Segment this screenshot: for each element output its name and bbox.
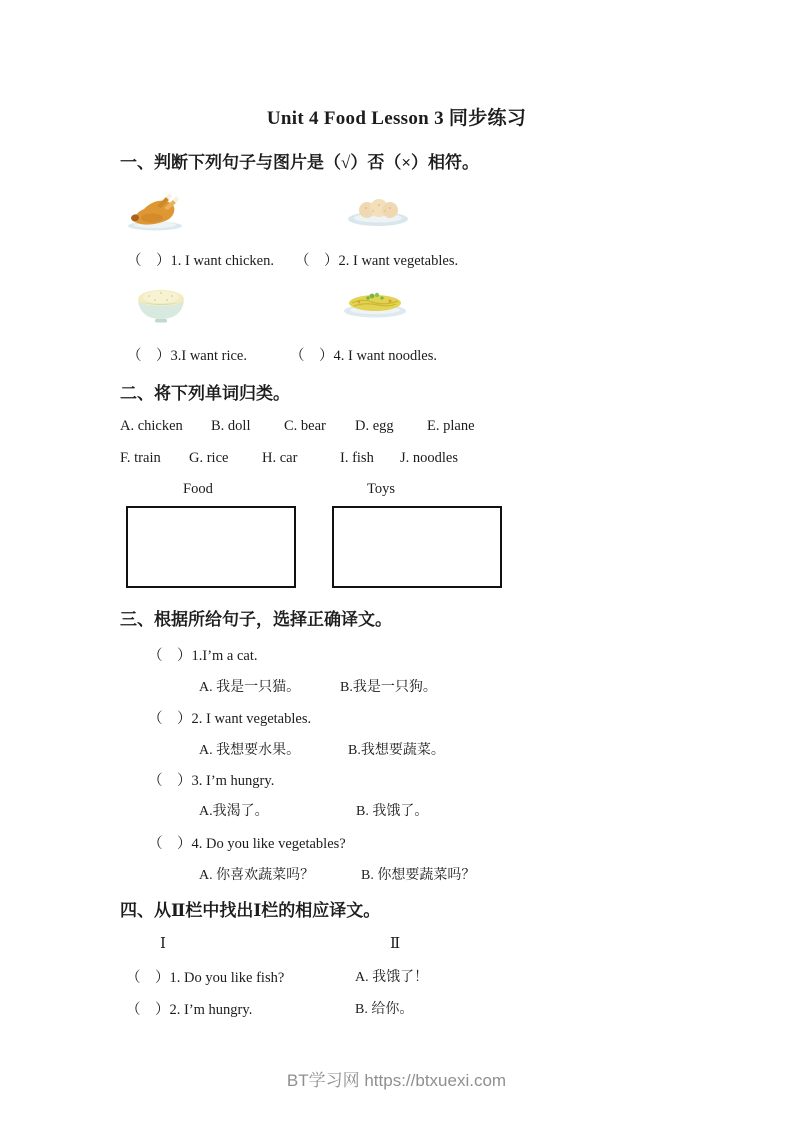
rice-bowl-icon [134,284,188,326]
section3-option-2b: B.我想要蔬菜。 [348,743,445,758]
section1-heading: 一、判断下列句子与图片是（√）否（×）相符。 [120,153,480,172]
section3-option-4a: A. 你喜欢蔬菜吗？ [199,868,315,883]
section4-row2-left: （ ）2. I’m hungry. [126,1002,253,1018]
category-label-toys: Toys [367,481,395,497]
section3-option-1b: B.我是一只狗。 [340,680,437,695]
section4-heading: 四、从Ⅱ栏中找出Ⅰ栏的相应译文。 [120,901,381,920]
word-g-rice: G. rice [189,450,229,466]
word-a-chicken: A. chicken [120,418,183,434]
section3-option-3b: B. 我饿了。 [356,804,429,819]
section4-row2-right: B. 给你。 [355,1002,414,1017]
section3-question-2: （ ）2. I want vegetables. [148,711,312,727]
roast-chicken-icon [126,190,184,232]
word-d-egg: D. egg [355,418,394,434]
footer-watermark: BT学习网 https://btxuexi.com [286,1071,507,1090]
section4-column1-label: Ⅰ [160,936,166,952]
category-label-food: Food [183,481,213,497]
word-h-car: H. car [262,450,298,466]
section3-option-4b: B. 你想要蔬菜吗？ [361,868,476,883]
page-title: Unit 4 Food Lesson 3 同步练习 [266,108,527,129]
section3-option-2a: A. 我想要水果。 [199,743,301,758]
section4-row1-left: （ ）1. Do you like fish? [126,970,285,986]
section2-heading: 二、将下列单词归类。 [120,384,290,403]
section3-heading: 三、根据所给句子，选择正确译文。 [120,610,392,629]
section4-column2-label: Ⅱ [390,936,401,952]
section1-item-1: （ ）1. I want chicken. [127,253,274,269]
buns-plate-icon [346,196,410,228]
word-b-doll: B. doll [211,418,251,434]
section4-row1-right: A. 我饿了！ [355,970,429,985]
word-i-fish: I. fish [340,450,374,466]
noodles-plate-icon [342,288,408,320]
section1-item-4: （ ）4. I want noodles. [290,348,437,364]
toys-answer-box[interactable] [332,506,502,588]
section1-item-3: （ ）3.I want rice. [127,348,247,364]
word-c-bear: C. bear [284,418,326,434]
section1-item-2: （ ）2. I want vegetables. [295,253,459,269]
word-f-train: F. train [120,450,161,466]
word-j-noodles: J. noodles [400,450,458,466]
section3-option-1a: A. 我是一只猫。 [199,680,301,695]
word-e-plane: E. plane [427,418,475,434]
food-answer-box[interactable] [126,506,296,588]
section3-option-3a: A.我渴了。 [199,804,269,819]
section3-question-4: （ ）4. Do you like vegetables? [148,836,346,852]
section3-question-3: （ ）3. I’m hungry. [148,773,275,789]
section3-question-1: （ ）1.I’m a cat. [148,648,258,664]
